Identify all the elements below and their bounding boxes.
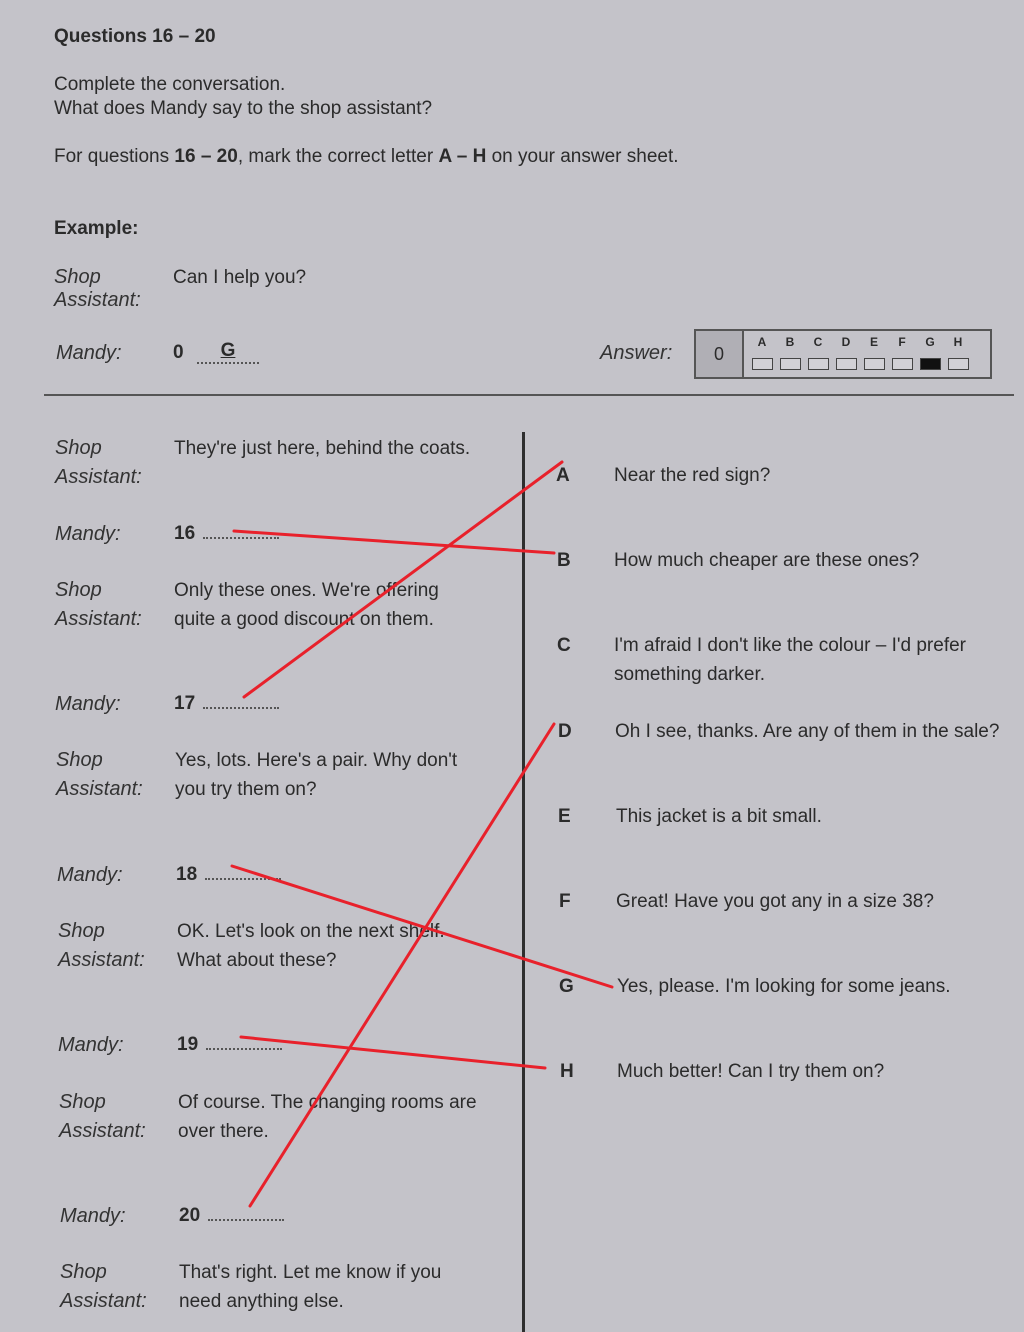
assistant-text-line-2: need anything else. — [179, 1291, 344, 1312]
option-text-b[interactable]: How much cheaper are these ones? — [614, 550, 920, 571]
bubble-label-h: H — [953, 335, 963, 349]
example-number: 0 — [173, 342, 184, 363]
bubble-label-e: E — [869, 335, 878, 349]
instruction-3-pre: For questions — [54, 146, 175, 167]
option-text-h[interactable]: Much better! Can I try them on? — [617, 1061, 885, 1082]
speaker-line-1: Shop — [54, 266, 101, 288]
match-line-18-g — [232, 866, 612, 987]
assistant-text-line-2: over there. — [178, 1121, 269, 1142]
question-number: 18 — [176, 864, 198, 885]
speaker-mandy: Mandy: — [60, 1205, 126, 1227]
bubble-label-f: F — [898, 335, 906, 349]
question-number: 20 — [179, 1205, 201, 1226]
speaker-line-1: Shop — [60, 1261, 107, 1283]
match-line-17-a — [244, 462, 562, 697]
speaker-mandy: Mandy: — [58, 1034, 124, 1056]
speaker-mandy: Mandy: — [55, 693, 121, 715]
bubble-label-d: D — [841, 335, 851, 349]
assistant-text-line-2: What about these? — [177, 950, 337, 971]
bubble-label-g: G — [925, 335, 935, 349]
instruction-3-post: on your answer sheet. — [486, 146, 679, 167]
speaker-line-1: Shop — [55, 437, 102, 459]
option-text-f[interactable]: Great! Have you got any in a size 38? — [616, 891, 934, 912]
match-line-20-d — [250, 724, 554, 1206]
question-number: 19 — [177, 1034, 199, 1055]
instruction-line-2: What does Mandy say to the shop assistant? — [54, 98, 433, 119]
speaker-line-2: Assistant: — [58, 949, 145, 971]
speaker-line-1: Shop — [56, 749, 103, 771]
bubble-label-c: C — [813, 335, 823, 349]
speaker-line-2: Assistant: — [56, 778, 143, 800]
speaker-mandy: Mandy: — [57, 864, 123, 886]
option-letter-d[interactable]: D — [558, 721, 572, 742]
instruction-3-mid: , mark the correct letter — [237, 146, 439, 167]
bubble-label-a: A — [757, 335, 767, 349]
option-text-a[interactable]: Near the red sign? — [614, 465, 771, 486]
instruction-line-1: Complete the conversation. — [54, 74, 286, 95]
option-letter-c[interactable]: C — [557, 635, 571, 656]
option-letter-a[interactable]: A — [556, 465, 570, 486]
questions-title: Questions 16 – 20 — [54, 26, 216, 47]
assistant-text-line-1: Yes, lots. Here's a pair. Why don't — [175, 750, 458, 771]
option-text-g[interactable]: Yes, please. I'm looking for some jeans. — [617, 976, 951, 997]
option-letter-f[interactable]: F — [559, 891, 571, 912]
option-letter-g[interactable]: G — [559, 976, 574, 997]
speaker-line-1: Shop — [55, 579, 102, 601]
option-text-c[interactable]: I'm afraid I don't like the colour – I'd prefer something darker. — [614, 635, 967, 685]
option-letter-e[interactable]: E — [558, 806, 571, 827]
question-number: 17 — [174, 693, 196, 714]
match-line-16-b — [234, 531, 554, 553]
instruction-3-letters: A – H — [438, 146, 487, 167]
speaker-line-2: Assistant: — [59, 1120, 146, 1142]
instruction-3-range: 16 – 20 — [174, 146, 238, 167]
option-text-d[interactable]: Oh I see, thanks. Are any of them in the sale? — [615, 721, 1000, 742]
question-number: 16 — [174, 523, 196, 544]
option-text-e[interactable]: This jacket is a bit small. — [616, 806, 822, 827]
assistant-text-line-1: Only these ones. We're offering — [174, 580, 439, 601]
speaker-line-2: Assistant: — [55, 466, 142, 488]
option-letter-h[interactable]: H — [560, 1061, 574, 1082]
assistant-text-line-2: you try them on? — [175, 779, 317, 800]
speaker-line-1: Shop — [58, 920, 105, 942]
example-label: Example: — [54, 218, 139, 239]
speaker-line-2: Assistant: — [55, 608, 142, 630]
answer-grid-number: 0 — [696, 331, 744, 377]
example-answer: G — [220, 340, 236, 361]
assistant-text-line-1: That's right. Let me know if you — [179, 1262, 442, 1283]
speaker-line-2: Assistant: — [54, 289, 141, 311]
speaker-mandy: Mandy: — [55, 523, 121, 545]
answer-label: Answer: — [600, 342, 673, 364]
example-assistant-text: Can I help you? — [173, 267, 307, 288]
assistant-text-line-2: quite a good discount on them. — [174, 609, 434, 630]
speaker-line-2: Assistant: — [60, 1290, 147, 1312]
bubble-label-b: B — [785, 335, 795, 349]
option-letter-b[interactable]: B — [557, 550, 571, 571]
speaker-line-1: Shop — [59, 1091, 106, 1113]
example-speaker-mandy: Mandy: — [56, 342, 122, 364]
assistant-text-line-1: OK. Let's look on the next shelf. — [177, 921, 445, 942]
assistant-text-line-1: They're just here, behind the coats. — [174, 438, 471, 459]
match-line-19-h — [241, 1037, 545, 1068]
assistant-text-line-1: Of course. The changing rooms are — [178, 1092, 477, 1113]
